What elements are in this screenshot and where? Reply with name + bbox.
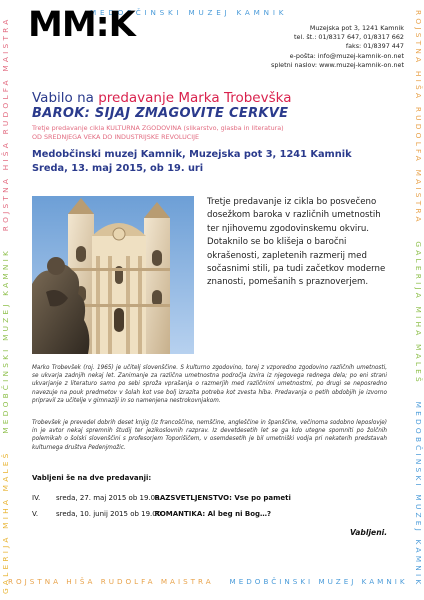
upcoming-lecture-item: [32, 494, 291, 502]
right-strip-museum: MEDOBČINSKI MUZEJ KAMNIK: [414, 401, 423, 588]
lecture-name: ROMANTIKA: Al beg ni Bog…?: [154, 510, 272, 518]
cycle-period: OD SREDNJEGA VEKA DO INDUSTRIJSKE REVOLUCIJE: [32, 133, 200, 141]
invite-heading: [32, 90, 291, 106]
left-strip-gallery: GALERIJA MIHA MALEŠ: [1, 450, 10, 594]
right-strip-gallery: GALERIJA MIHA MALEŠ: [414, 241, 423, 385]
lecturer-bio: Marko Trobevšek (roj. 1965) je učitelj slovenščine. S kulturno zgodovino, torej z vzporedno zgodovino različnih umetnosti, se ukvarja zadnjih nekaj let. Zanimanje za različna umetnostna področja izvira iz njegovega rednega dela; po eni strani ukvarjanje z literaturo samo po sebi sproža vprašanja o razmerjih med različnimi umetnostmi, po drugi se neposredno navezuje na pouk predmetov v šolah kot vse bolj izrazita potreba kot zvesta hiba. Predavanja o petih obdobjih je izvorno pripravil za učitelje v gimnaziji in so namenjena nestrokovnjakom.: [32, 365, 387, 404]
left-sidebar-strip: [0, 8, 12, 598]
invite-prefix: Vabilo na: [32, 90, 99, 106]
contact-fax: faks: 01/8397 447: [345, 42, 404, 51]
lecture-description: Tretje predavanje iz cikla bo posvečeno dosežkom baroka v različnih umetnostih ter njihovemu zgodovinskemu okviru. Dotaknilo se bo klišeja o baročni okrašenosti, zapletenih razmerij med sočasnimi stili, pa tudi začetkov moderne znanosti, pomešanih s praznoverjem.: [207, 197, 386, 288]
church-illustration: [32, 196, 194, 354]
lecture-date: sreda, 10. junij 2015 ob 19.00: [56, 510, 162, 518]
bottom-strip: [8, 577, 408, 586]
right-strip-birthplace: ROJSTNA HIŠA RUDOLFA MAISTRA: [414, 10, 423, 225]
upcoming-lecture-item: [32, 510, 271, 518]
upcoming-lectures-heading: Vabljeni še na dve predavanji:: [32, 474, 152, 482]
closing-sign: Vabljeni.: [350, 528, 388, 537]
cycle-subtitle: Tretje predavanje cikla KULTURNA ZGODOVINA (slikarstvo, glasba in literatura): [32, 124, 284, 132]
left-strip-birthplace: ROJSTNA HIŠA RUDOLFA MAISTRA: [1, 16, 10, 232]
lecture-title: BAROK: SIJAJ ZMAGOVITE CERKVE: [32, 106, 289, 121]
baroque-church-photo: [32, 196, 194, 354]
lecture-number: IV.: [32, 494, 41, 502]
venue-line: Medobčinski muzej Kamnik, Muzejska pot 3, 1241 Kamnik: [32, 149, 352, 160]
bottom-strip-birthplace: ROJSTNA HIŠA RUDOLFA MAISTRA: [8, 577, 214, 586]
contact-phone: tel. št.: 01/8317 647, 01/8317 662: [294, 33, 404, 42]
museum-logo: MM:K: [28, 5, 135, 45]
right-sidebar-strip: [412, 8, 424, 588]
date-line: Sreda, 13. maj 2015, ob 19. uri: [32, 163, 204, 174]
invite-highlight: predavanje Marka Trobevška: [98, 90, 292, 106]
lecture-date: sreda, 27. maj 2015 ob 19.00: [56, 494, 160, 502]
contact-address: Muzejska pot 3, 1241 Kamnik: [309, 24, 404, 32]
top-strip: MEDOBČINSKI MUZEJ KAMNIK: [90, 8, 288, 17]
lecture-name: RAZSVETLJENSTVO: Vse po pameti: [154, 494, 291, 502]
bottom-strip-museum: MEDOBČINSKI MUZEJ KAMNIK: [229, 577, 408, 586]
contact-email[interactable]: e-pošta: info@muzej-kamnik-on.net: [289, 51, 404, 60]
left-strip-museum: MEDOBČINSKI MUZEJ KAMNIK: [1, 247, 10, 434]
contact-block: [234, 24, 404, 70]
contact-website[interactable]: spletni naslov: www.muzej-kamnik-on.net: [271, 60, 404, 69]
lecturer-translations: Trobevšek je prevedel dobrih deset knjig (iz francoščine, nemščine, angleščine in španščine, večinoma sodobno leposlovje) in je avtor nekaj spremnih študij ter jezikoslovnih razprav. Iz devetdesetih let se ga kdo utegne spomniti po žolčnih polemikah o šolski slovenščini s profesorjem Toporišičem, v osemdesetih je bil umetniški vodja pri nekaterih predstavah kulturnega društva Pedenjmožic.: [32, 420, 387, 451]
lecture-number: V.: [32, 510, 39, 518]
